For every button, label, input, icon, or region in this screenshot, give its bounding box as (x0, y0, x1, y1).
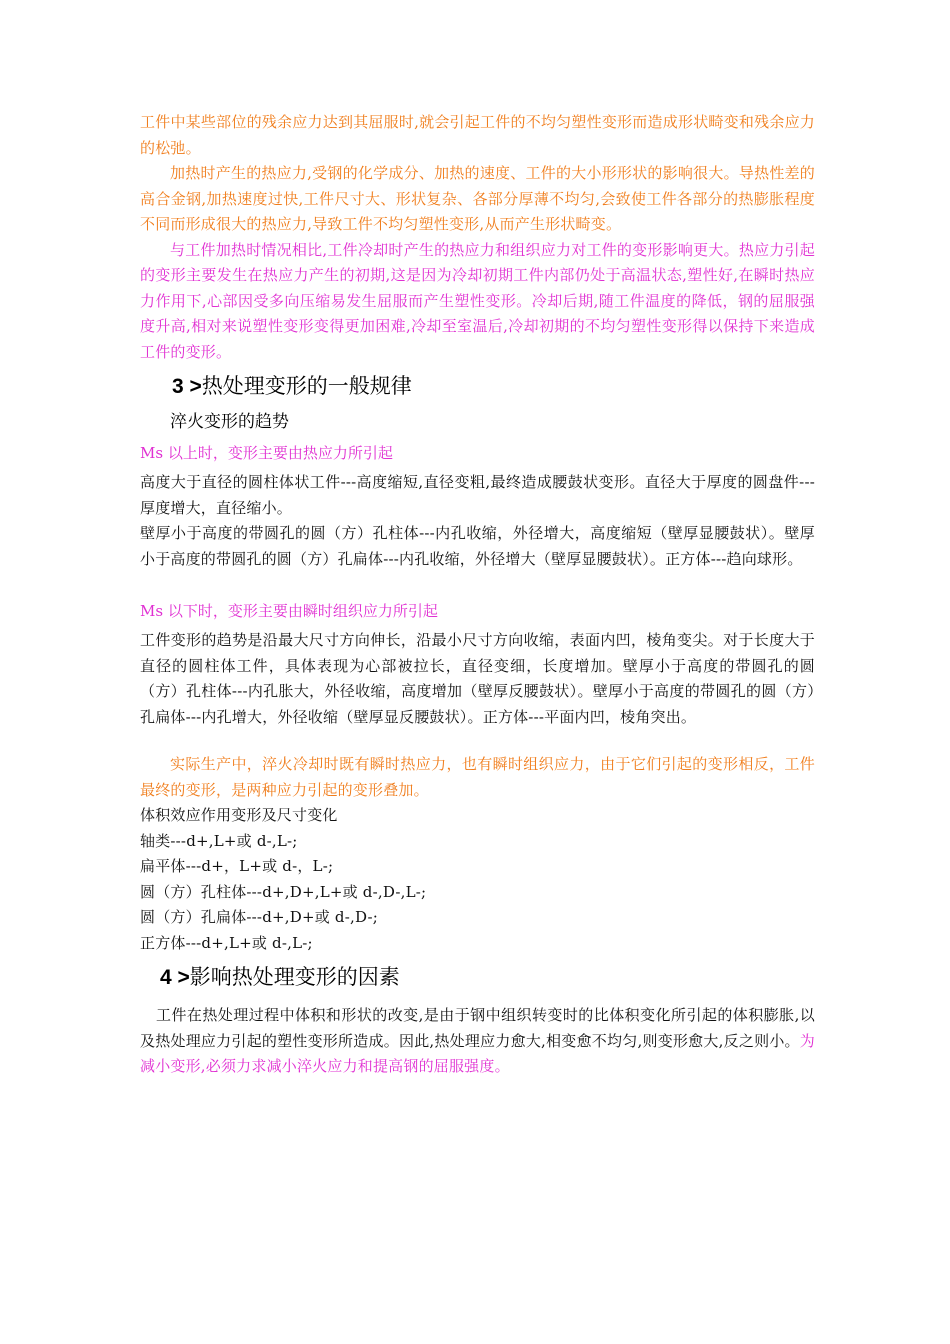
section-4-body-text: 工件在热处理过程中体积和形状的改变,是由于钢中组织转变时的比体积变化所引起的体积膨胀,以及热处理应力引起的塑性变形所造成。因此,热处理应力愈大,相变愈不均匀,则变形愈大,反之则小。 (140, 1006, 815, 1050)
ms-above-body-2: 壁厚小于高度的带圆孔的圆（方）孔柱体---内孔收缩，外径增大，高度缩短（壁厚显腰鼓状）。壁厚小于高度的带圆孔的圆（方）孔扁体---内孔收缩，外径增大（壁厚显腰鼓状）。正方体---趋向球形。 (140, 524, 815, 568)
list-item: 圆（方）孔扁体---d+,D+或 d-,D-; (140, 908, 378, 926)
list-item: 轴类---d+,L+或 d-,L-; (140, 831, 298, 850)
ms-below-heading: Ms 以下时，变形主要由瞬时组织应力所引起 (140, 602, 438, 620)
paragraph-residual-stress: 工件中某些部位的残余应力达到其屈服时,就会引起工件的不均匀塑性变形而造成形状畸变和残余应力的松弛。 (140, 113, 815, 157)
volume-effect-heading: 体积效应作用变形及尺寸变化 (140, 806, 338, 824)
list-item: 正方体---d+,L+或 d-,L-; (140, 933, 313, 952)
section-4-highlight: 为减小变形,必须力求减小淬火应力和提高钢的屈服强度。 (140, 1031, 815, 1075)
document-body (140, 110, 815, 1080)
ms-above-heading: Ms 以上时，变形主要由热应力所引起 (140, 444, 393, 462)
section-3-subtitle: 淬火变形的趋势 (170, 412, 289, 432)
paragraph-heating-stress: 加热时产生的热应力,受钢的化学成分、加热的速度、工件的大小形形状的影响很大。导热性差的高合金钢,加热速度过快,工件尺寸大、形状复杂、各部分厚薄不均匀,会致使工件各部分的热膨胀程度不同而形成很大的热应力,导致工件不均匀塑性变形,从而产生形状畸变。 (140, 164, 815, 233)
ms-above-body-1: 高度大于直径的圆柱体状工件---高度缩短,直径变粗,最终造成腰鼓状变形。直径大于厚度的圆盘件---厚度增大，直径缩小。 (140, 473, 815, 517)
section-4-body (140, 1003, 815, 1080)
volume-change-list (140, 829, 815, 957)
spacer (140, 572, 815, 594)
section-3-number: 3 > (172, 375, 202, 398)
actual-production-note: 实际生产中，淬火冷却时既有瞬时热应力，也有瞬时组织应力，由于它们引起的变形相反，工件最终的变形，是两种应力引起的变形叠加。 (140, 755, 815, 799)
paragraph-cooling-stress: 与工件加热时情况相比,工件冷却时产生的热应力和组织应力对工件的变形影响更大。热应力引起的变形主要发生在热应力产生的初期,这是因为冷却初期工件内部仍处于高温状态,塑性好,在瞬时热应力作用下,心部因受多向压缩易发生屈服而产生塑性变形。冷却后期,随工件温度的降低，钢的屈服强度升高,相对来说塑性变形变得更加困难,冷却至室温后,冷却初期的不均匀塑性变形得以保持下来造成工件的变形。 (140, 240, 815, 361)
section-4-number: 4 > (160, 966, 190, 989)
list-item: 扁平体---d+，L+或 d-，L-; (140, 857, 334, 875)
section-3-heading (172, 371, 815, 402)
section-3-title: 热处理变形的一般规律 (201, 374, 412, 398)
ms-below-body: 工件变形的趋势是沿最大尺寸方向伸长，沿最小尺寸方向收缩，表面内凹，棱角变尖。对于长度大于直径的圆柱体工件，具体表现为心部被拉长，直径变细，长度增加。壁厚小于高度的带圆孔的圆（方）孔柱体---内孔胀大，外径收缩，高度增加（壁厚反腰鼓状）。壁厚小于高度的带圆孔的圆（方）孔扁体---内孔增大，外径收缩（壁厚显反腰鼓状）。正方体---平面内凹，棱角突出。 (140, 631, 815, 726)
section-4-heading (160, 962, 815, 993)
list-item: 圆（方）孔柱体---d+,D+,L+或 d-,D-,L-; (140, 882, 427, 901)
spacer (140, 730, 815, 752)
section-4-title: 影响热处理变形的因素 (189, 965, 400, 989)
